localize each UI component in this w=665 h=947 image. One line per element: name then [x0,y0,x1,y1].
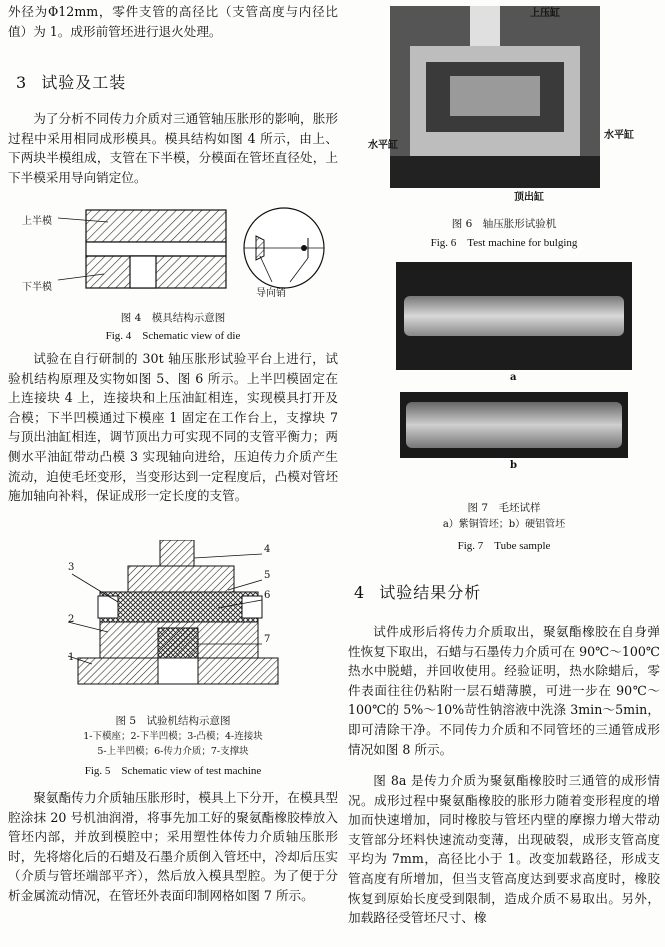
fig5-number-7: 7 [264,634,271,645]
fig4-caption-cn: 图 4 模具结构示意图 [120,312,226,324]
fig7b-photo [400,392,628,458]
fig5-number-3: 3 [68,562,75,573]
section-3-paragraph-2: 试验在自行研制的 30t 轴压胀形试验平台上进行，试验机结构原理及实物如图 5、图 6 所示。上半凹模固定在上连接块 4 上，连接块和上压油缸相连，实现模具打开及合模；下半凹模通过下模座 1 固定在工作台上，支撑块 7 与顶出油缸相连，调节顶出力可实现不同的支管平衡力；两侧水平油缸带动凸模 3 实现轴向进给，压迫传力介质产生流动，迫使毛坯变形，当变形达到一定程度后，凸模对管坯施加轴向补料，保证成形一定长度的支管。 [8,351,338,504]
figure-5 [8,540,338,790]
section-4-heading [354,580,481,603]
fig5-number-5: 5 [264,570,271,581]
die-schematic-drawing [8,200,338,310]
fig7-label-a: a [510,372,517,383]
fig4-label-lower-die: 下半模 [22,282,52,293]
section-3-heading [16,70,126,93]
fig5-legend-line-1: 1-下模座；2-下半凹模；3-凸模；4-连接块 [83,731,263,742]
fig4-label-upper-die: 上半模 [22,216,52,227]
test-machine-schematic-drawing [8,540,338,712]
fig7a-photo [396,262,632,370]
fig7-caption-cn: 图 7 毛坯试样 [467,502,541,514]
fig5-legend-line-2: 5-上半凹模；6-传力介质；7-支撑块 [97,746,249,757]
fig6-label-left-cylinder: 水平缸 [368,140,398,151]
section-4-number: 4 [354,583,366,602]
section-3-title: 试验及工装 [41,73,127,92]
fig6-caption-en: Fig. 6 Test machine for bulging [430,237,578,249]
section-3-paragraph-3: 聚氨酯传力介质轴压胀形时，模具上下分开，在模具型腔涂抹 20 号机油润滑，将事先加工好的聚氨酯橡胶棒放入管坯内部，并放到模腔中；采用塑性体传力介质轴压胀形时，先将熔化后的石蜡及石墨介质倒入管坯中，冷却后压实（介质与管坯端部平齐），然后放入模具型腔。为了便于分析金属流动情况，在管坯外表面印制网格如图 7 所示。 [8,790,338,903]
section-4-paragraph-2: 图 8a 是传力介质为聚氨酯橡胶时三通管的成形情况。成形过程中聚氨酯橡胶的胀形力随着变形程度的增加而快速增加，同时橡胶与管坯内壁的摩擦力增大带动支管部分坯料快速流动变薄，出现破裂，成形支管高度平均为 7mm，高径比小于 1。改变加载路径，形成支管高度有所增加，但当支管高度达到要求高度时，橡胶恢复到原始长度受到限制，造成介质不易取出。另外，加载路径受管坯尺寸、橡 [348,773,660,926]
section-3-paragraph-1: 为了分析不同传力介质对三通管轴压胀形的影响，胀形过程中采用相同成形模具。模具结构如图 4 所示，由上、下两块半模组成，支管在下半模，分模面在管坯直径处，上下半模采用导向销定位。 [8,111,338,185]
fig4-label-guide-pin: 导向销 [256,288,286,299]
section-4-title: 试验结果分析 [379,583,482,602]
fig4-caption-en: Fig. 4 Schematic view of die [105,330,241,342]
fig6-caption-cn: 图 6 轴压胀形试验机 [451,218,557,230]
fig6-label-bottom-cylinder: 顶出缸 [514,192,544,203]
fig6-label-top-cylinder: 上压缸 [530,8,560,19]
fig5-caption-en: Fig. 5 Schematic view of test machine [84,765,262,777]
figure-4 [8,200,338,350]
fig6-photo [390,6,600,188]
fig7-caption-en: Fig. 7 Tube sample [457,540,551,552]
fig6-label-right-cylinder: 水平缸 [604,130,634,141]
fig5-caption-cn: 图 5 试验机结构示意图 [115,715,231,727]
fig7-caption-sub: a）紫铜管坯；b）硬铝管坯 [442,519,566,530]
fig5-number-6: 6 [264,590,271,601]
fig5-number-2: 2 [68,614,75,625]
intro-paragraph: 外径为Φ12mm，零件支管的高径比（支管高度与内径比值）为 1。成形前管坯进行退火处理。 [8,4,338,39]
fig5-number-1: 1 [68,652,75,663]
section-3-number: 3 [16,73,28,92]
fig5-number-4: 4 [264,544,271,555]
section-4-paragraph-1: 试件成形后将传力介质取出，聚氨酯橡胶在自身弹性恢复下取出，石蜡与石墨传力介质可在 90℃～100℃热水中脱蜡，并回收使用。经验证明，热水除蜡后，零件表面往往仍粘附一层石蜡薄膜，可进一步在 90℃～100℃的 5%～10%苛性钠溶液中洗涤 3min～5min，即可清除干净。不同传力介质和不同管坯的三通管成形情况如图 8 所示。 [348,624,660,757]
fig7-label-b: b [510,460,517,471]
